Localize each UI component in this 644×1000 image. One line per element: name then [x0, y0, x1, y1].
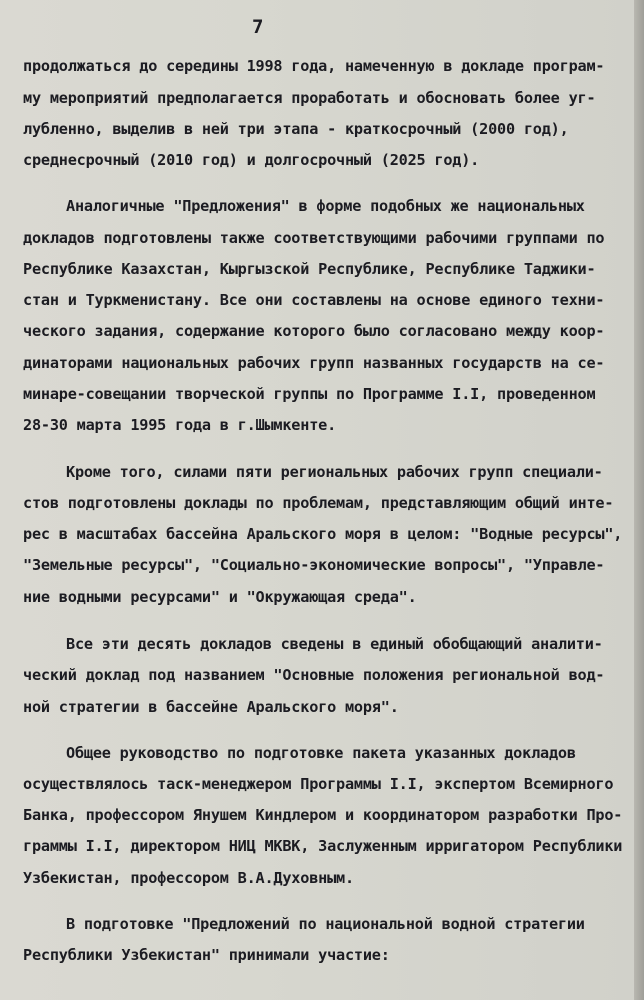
text-line: му мероприятий предполагается проработать и обосновать более уг-: [23, 89, 596, 107]
text-line: Республики Узбекистан" принимали участие:: [23, 946, 390, 964]
text-line: продолжаться до середины 1998 года, намеченную в докладе програм-: [23, 57, 605, 75]
page-edge: [634, 0, 644, 1000]
text-line: Все эти десять докладов сведены в единый обобщающий аналити-: [66, 635, 603, 653]
text-line: Кроме того, силами пяти региональных рабочих групп специали-: [66, 463, 603, 481]
text-line: Узбекистан, профессором В.А.Духовным.: [23, 869, 354, 887]
text-line: Общее руководство по подготовке пакета указанных докладов: [66, 744, 576, 762]
text-line: докладов подготовлены также соответствующими рабочими группами по: [23, 229, 605, 247]
text-line: стов подготовлены доклады по проблемам, представляющим общий инте-: [23, 494, 614, 512]
text-line: ческого задания, содержание которого было согласовано между коор-: [23, 322, 605, 340]
text-line: Банка, профессором Янушем Киндлером и координатором разработки Про-: [23, 806, 623, 824]
text-line: ческий доклад под названием "Основные положения региональной вод-: [23, 666, 605, 684]
text-line: стан и Туркменистану. Все они составлены на основе единого техни-: [23, 291, 605, 309]
text-line: граммы I.I, директором НИЦ МКВК, Заслуженным ирригатором Республики: [23, 837, 623, 855]
text-line: В подготовке "Предложений по национальной водной стратегии: [66, 915, 585, 933]
text-line: "Земельные ресурсы", "Социально-экономические вопросы", "Управле-: [23, 556, 605, 574]
text-line: Республике Казахстан, Кыргызской Республике, Республике Таджики-: [23, 260, 596, 278]
text-line: осуществлялось таск-менеджером Программы I.I, экспертом Всемирного: [23, 775, 614, 793]
text-line: ной стратегии в бассейне Аральского моря".: [23, 698, 399, 716]
text-line: динаторами национальных рабочих групп названных государств на се-: [23, 354, 605, 372]
text-line: ние водными ресурсами" и "Окружающая среда".: [23, 588, 417, 606]
text-line: лубленно, выделив в ней три этапа - краткосрочный (2000 год),: [23, 120, 569, 138]
text-line: минаре-совещании творческой группы по Программе I.I, проведенном: [23, 385, 596, 403]
text-line: 28-30 марта 1995 года в г.Шымкенте.: [23, 416, 337, 434]
text-line: Аналогичные "Предложения" в форме подобных же национальных: [66, 197, 585, 215]
text-line: среднесрочный (2010 год) и долгосрочный (2025 год).: [23, 151, 480, 169]
page-number: 7: [252, 16, 264, 38]
text-line: рес в масштабах бассейна Аральского моря в целом: "Водные ресурсы",: [23, 525, 623, 543]
